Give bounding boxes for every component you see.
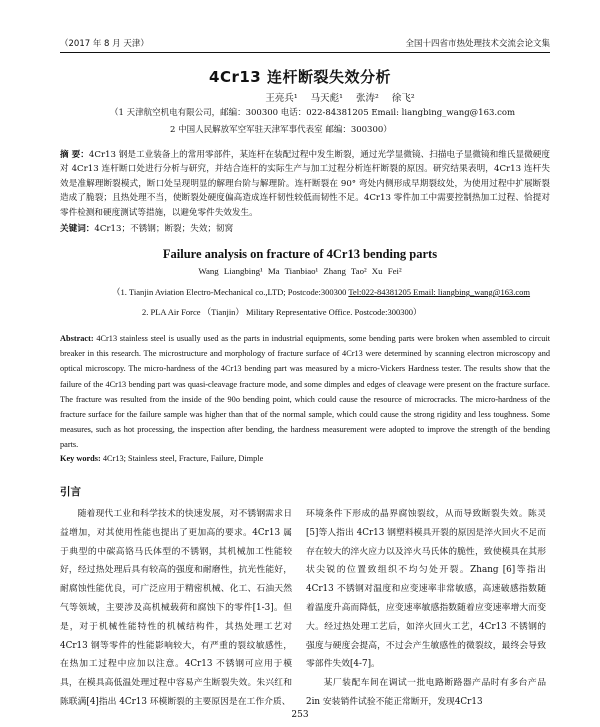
- en-keywords-text: 4Cr13; Stainless steel, Fracture, Failure, Dimple: [102, 454, 264, 463]
- page-number: 253: [291, 710, 309, 720]
- cn-affiliation-2: 2 中国人民解放军空军驻天津军事代表室 邮编：300300）: [170, 125, 392, 135]
- running-head-right: 全国十四省市热处理技术交流会论文集: [405, 39, 550, 49]
- cn-keywords-label: 关键词：: [60, 224, 95, 234]
- body-column-left: [60, 505, 292, 712]
- running-head-left: （2017 年 8 月 天津）: [60, 39, 149, 49]
- en-affiliation-1: [112, 286, 530, 298]
- en-abstract-label: Abstract:: [60, 334, 94, 343]
- body-paragraph: 随着现代工业和科学技术的快速发展，对不锈钢需求日益增加，对其使用性能也提出了更加高的要求。4Cr13 属于典型的中碳高铬马氏体型的不锈钢，其机械加工性能较好，经过热处理后具有较高的强度和耐磨性，抗光性能好，耐腐蚀性能优良，可广泛应用于精密机械、化工、石油天然气等领域，主要涉及高机械载荷和腐蚀下的零件[1-3]。但是，对于机械性能特性的机械结构件，其热处理工艺对 4Cr13 钢等零件的性能影响较大，有严重的裂纹敏感性，在热加工过程中应加以注意。4Cr13 不锈钢可应用于模具，在模具高低温处理过程中容易产生断裂失效。朱兴红和陈联满[4]指出 4Cr13 环模断裂的主要原因是在工作介质、: [60, 509, 292, 707]
- en-affiliation-contact: Tel:022-84381205 Email: liangbing_wang@163.com: [348, 287, 531, 297]
- running-head: [60, 36, 550, 50]
- header-rule: [60, 52, 550, 53]
- cn-affiliation-1: （1 天津航空机电有限公司，邮编：300300 电话：022-84381205 Email: liangbing_wang@163.com: [110, 108, 516, 118]
- en-keywords-label: Key words:: [60, 454, 101, 463]
- cn-keywords: [60, 222, 550, 236]
- body-paragraph: 某厂装配车间在调试一批电路断路器产品时有多台产品 2in 安装销件试验不能正常断开，发现4Cr13: [306, 678, 546, 707]
- cn-abstract: [60, 148, 550, 220]
- en-abstract: [60, 331, 550, 453]
- cn-keywords-text: 4Cr13；不锈钢；断裂；失效；韧窝: [94, 224, 234, 234]
- body-column-right: [306, 505, 546, 712]
- cn-title: 4Cr13 连杆断裂失效分析: [209, 68, 391, 86]
- body-paragraph: 环境条件下形成的晶界腐蚀裂纹，从而导致断裂失效。陈灵[5]等人指出 4Cr13 钢塑料模具开裂的原因是淬火回火不足而存在较大的淬火应力以及淬火马氏体的脆性，致使模具在其形状尖锐的位置致组织不均匀处开裂。Zhang [6]等指出 4Cr13 不锈钢对温度和应变速率非常敏感，高速破感指数随着温度升高而降低，应变速率敏感指数随着应变速率增大而变大。经过热处理工艺后，如淬火回火工艺，4Cr13 不锈钢的强度与硬度会提高，不过会产生敏感性的微裂纹，最终会导致零部件失效[4-7]。: [306, 509, 546, 670]
- en-affiliation-1-prefix: （1. Tianjin Aviation Electro-Mechanical co.,LTD; Postcode:300300: [112, 287, 349, 297]
- en-abstract-text: 4Cr13 stainless steel is usually used as the parts in industrial equipments, some bending parts were broken when assembled to circuit breaker in this research. The microstructure and morphology of fracture surface of 4Cr13 were determined by scanning electron microscopy and optical microscopy. The micro-hardness of the 4Cr13 bending part was measured by a micro-Vickers Hardness tester. The results show that the failure of the 4Cr13 bending part was quasi-cleavage fracture mode, and some dimples and edges of cleavage were present on the fracture surface. The fracture was resulted from the inside of the 90o bending point, which could cause the resource of microcracks. The micro-hardness of the fracture surface for the failure sample was higher than that of the normal sample, which could cause the strong rigidity and less toughness. Some measures, such as hot processing, the inspection after bending, the hardness measurement were adopted to improve the strength of the bending parts.: [60, 334, 550, 450]
- en-authors: Wang Liangbing¹ Ma Tianbiao¹ Zhang Tao² Xu Fei²: [198, 266, 402, 276]
- en-keywords: [60, 452, 550, 466]
- section-heading-intro: 引言: [60, 486, 81, 498]
- cn-abstract-label: 摘 要：: [60, 150, 89, 160]
- cn-authors: 王亮兵¹ 马天彪¹ 张涛² 徐飞²: [265, 93, 415, 104]
- cn-abstract-text: 4Cr13 钢是工业装备上的常用零部件，某连杆在装配过程中发生断裂，通过光学显微镜、扫描电子显微镜和维氏显微硬度对 4Cr13 连杆断口处进行分析与研究，并结合连杆的实际生产与加工过程分析连杆断裂的原因。研究结果表明，4Cr13 连杆失效是准解理断裂模式，断口处呈现明显的解理台阶与解理阶。连杆断裂在 90° 弯处内侧形成早期裂纹处，为使用过程中扩展断裂造成了脆裂；且热处理不当，使断裂处硬度偏高造成连杆韧性较低而韧性不足。4Cr13 零件加工中需要控制热加工过程、恰提对零件检测和硬度测试等措施，以避免零件失效发生。: [60, 150, 550, 218]
- en-affiliation-2: 2. PLA Air Force （Tianjin） Military Representative Office. Postcode:300300）: [142, 307, 422, 317]
- en-title: Failure analysis on fracture of 4Cr13 bending parts: [162, 247, 438, 261]
